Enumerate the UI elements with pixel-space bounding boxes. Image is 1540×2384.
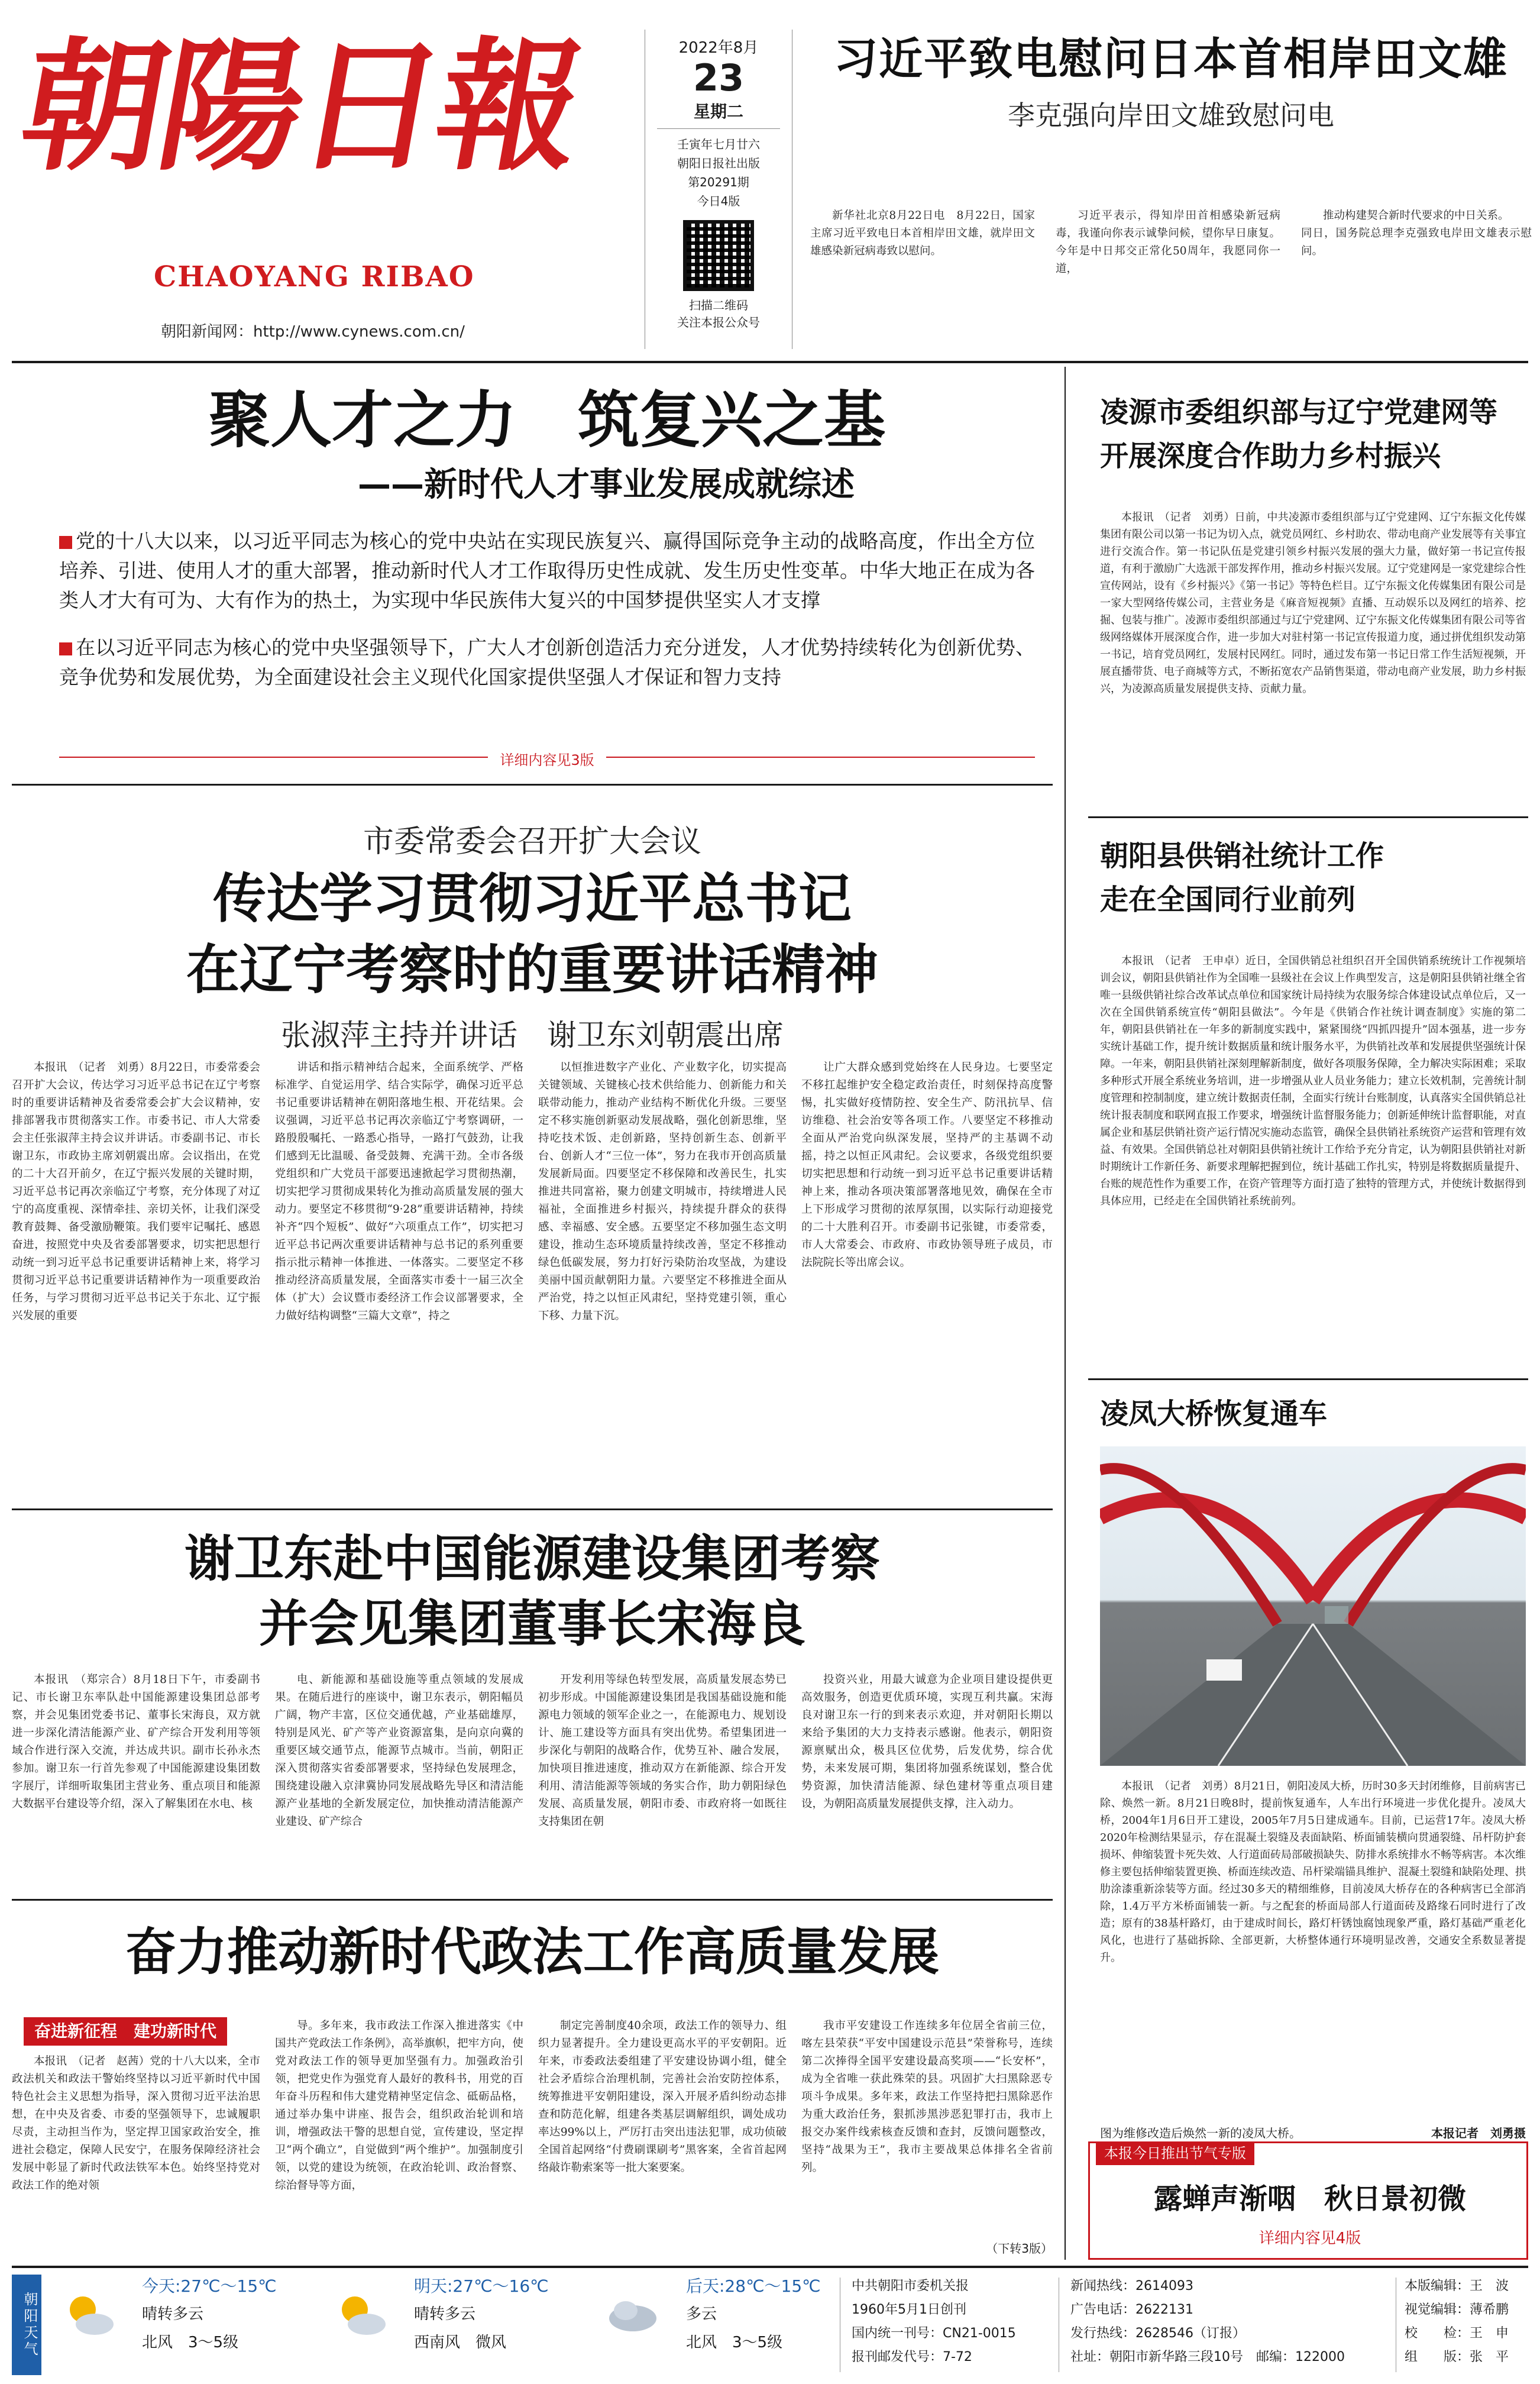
footer-org [852,2275,1053,2369]
sc-col-2: 讲话和指示精神结合起来，全面系统学、严格标准学、自觉运用学、结合实际学，确保习近平总书记重要讲话精神在朝阳落地生根、开花结果。会议强调，习近平总书记再次亲临辽宁考察调研，一路殷殷嘱托、一路悉心指导，一路打气鼓劲，让我们感到无比温暖、备受鼓舞、充满干劲。全市各级党组织和广大党员干部要迅速掀起学习贯彻热潮，切实把学习贯彻成果转化为推动高质量发展的强大动力。要坚定不移贯彻“9·28”重要讲话精神，持续补齐“四个短板”、做好“六项重点工作”，切实把习近平总书记两次重要讲话精神与总书记的系列重要指示批示精神一体推进、一体落实。二要坚定不移推动经济高质量发展，全面落实市委十一届三次全体（扩大）会议暨市委经济工作会议部署要求，全力做好结构调整“三篇大文章”，持之 [275,1061,523,1322]
qr-caption-1: 扫描二维码 [689,298,748,312]
top-story-col-2: 习近平表示，得知岸田首相感染新冠病毒，我谨向你表示诚挚问候，望你早日康复。今年是中日邦交正常化50周年，我愿同你一道， [1056,209,1280,275]
date-day: 23 [693,56,745,99]
zhengfa-col-4: 我市平安建设工作连续多年位居全省前三位，喀左县荣获“平安中国建设示范县”荣誉称号，连续第二次捧得全国平安建设最高奖项——“长安杯”，成为全省唯一获此殊荣的县。巩固扩大扫黑除恶专项斗争成果。多年来，政法工作坚持把扫黑除恶作为重大政治任务，狠抓涉黑涉恶犯罪打击，我市上报交办案件线索核查反馈和查封，反馈问题整改，坚持“战果为王”，我市主要战果总体排名全省前列。 [801,2020,1053,2174]
sun-cloud-icon [59,2286,118,2345]
weather-today-temp: 今天:27℃～15℃ [142,2276,277,2296]
zhengfa-story [12,1905,1053,2260]
date-weekday: 星期二 [693,102,743,121]
xie-col-1: 本报讯 （郑宗合）8月18日下午，市委副书记、市长谢卫东率队赴中国能源建设集团总部考察，并会见集团党委书记、董事长宋海良，双方就进一步深化清洁能源产业、矿产综合开发利用等领域合作进行深入交流，并达成共识。副市长孙永杰参加。谢卫东一行首先参观了中国能源建设集团数字展厅，详细听取集团主营业务、重点项目和能源大数据平台建设等介绍，深入了解集团在水电、核 [12,1674,260,1810]
date-publisher: 朝阳日报社出版 [677,156,760,170]
talent-lead-1-text: 党的十八大以来，以习近平同志为核心的党中央站在实现民族复兴、赢得国际竞争主动的战略高度，作出全方位培养、引进、使用人才的重大部署，推动新时代人才工作取得历史性成就、发生历史性变革。中华大地正在成为各类人才大有可为、大有作为的热土，为实现中华民族伟大复兴的中国梦提供坚实人才支撑 [59,529,1035,612]
date-year-month: 2022年8月 [678,39,759,57]
hotline-1: 新闻热线：2614093 [1070,2279,1193,2293]
section-rule-1 [12,784,1053,786]
weather-tomorrow-temp: 明天:27℃～16℃ [414,2276,549,2296]
top-story-col-3: 推动构建契合新时代要求的中日关系。 同日，国务院总理李克强致电岸田文雄表示慰问。 [1301,209,1532,257]
weather-after [603,2274,828,2369]
jieqi-headline[interactable]: 露蝉声渐咽 秋日景初微 [1153,2182,1466,2215]
lingyuan-story [1100,390,1526,828]
xie-col-2: 电、新能源和基础设施等重点领域的发展成果。在随后进行的座谈中，谢卫东表示，朝阳幅员广阔，物产丰富，区位交通优越，产业基础雄厚，特别是风光、矿产等产业资源富集，是向京向冀的重要区域交通节点，能源节点城市。当前，朝阳正深入贯彻落实省委部署要求，坚持绿色发展理念，围绕建设融入京津冀协同发展战略先导区和清洁能源产业基地的全新发展定位，加快推动清洁能源产业建设、矿产综合 [275,1674,523,1828]
talent-subhead: ——新时代人才事业发展成就综述 [358,466,855,504]
editor-2: 视觉编辑：薄希鹏 [1405,2302,1509,2317]
weather-today-wind: 北风 3～5级 [142,2334,239,2351]
lingyuan-headline-2[interactable]: 开展深度合作助力乡村振兴 [1100,440,1441,473]
lingyuan-headline-1[interactable]: 凌源市委组织部与辽宁党建网等 [1100,396,1498,429]
top-story-headline[interactable]: 习近平致电慰问日本首相岸田文雄 [834,34,1508,85]
standing-committee-story [12,793,1053,1503]
qr-caption-2: 关注本报公众号 [677,315,760,330]
jieqi-box[interactable] [1088,2141,1528,2260]
talent-lead-2-text: 在以习近平同志为核心的党中央坚强领导下，广大人才创新创造活力充分迸发，人才优势持续转化为创新优势、竞争优势和发展优势，为全面建设社会主义现代化国家提供坚强人才保证和智力支持 [59,636,1035,689]
zhengfa-col-1: 本报讯 （记者 赵茜）党的十八大以来，全市政法机关和政法干警始终坚持以习近平新时代中国特色社会主义思想为指导，深入贯彻习近平法治思想，在中央及省委、市委的坚强领导下，忠诚履职尽责，主动担当作为，坚定捍卫国家政治安全，推进社会稳定，保障人民安宁，在服务保障经济社会发展中彰显了新时代政法铁军本色。始终坚持党对政法工作的绝对领 [12,2055,260,2192]
org-line-3: 国内统一刊号：CN21-0015 [852,2326,1016,2341]
gongxiao-body: 本报讯 （记者 王申卓）近日，全国供销总社组织召开全国供销系统统计工作视频培训会议，朝阳县供销社作为全国唯一县级社在会议上作典型发言，这是朝阳县供销社继全省唯一县级供销社综合改革试点单位和国家统计局持续为农服务综合体建设试点单位后，又一次在全国供销系统宣传“朝阳县做法”。今年是《供销合作社统计调查制度》实施的第二年，朝阳县供销社在一年多的新制度实践中，紧紧围绕“四抓四提升”固本强基，进一步夯实统计基础工作，提升统计数据质量和统计服务水平，为供销社改革和发展提供坚强统计保障。一年来，朝阳县供销社深刻理解新制度，做好各项服务保障，全力解决实际困难；采取多种形式开展全系统业务培训，进一步增强从业人员业务能力；建立长效机制，完善统计制度管理和控制制度，建立统计数据责任制，全面实行统计台账制度，认真落实全国供销总社统计报表制度和联网直报工作要求，增强统计监督服务能力；创新延伸统计监督职能，对直属企业和基层供销社资产运行情况实施动态监管，确保全县供销社系统资产运营和管理有效益、有效果。全国供销总社对朝阳县供销社统计工作给予充分肯定，认为朝阳县供销社对新时期统计工作新任务、新要求理解把握到位，统计基础工作扎实，特别是将数据质量提升、台账的规范性作为重要工作，在资产管理等方面打造了独特的管理方式，并使统计数据得到具体应用，已经走在全国供销社系统前列。 [1100,955,1526,1207]
talent-lead-1 [59,526,1035,615]
weather-after-wind: 北风 3～5级 [686,2334,783,2351]
date-lunar: 壬寅年七月廿六 [677,137,760,151]
bridge-body: 本报讯 （记者 刘勇）8月21日，朝阳凌凤大桥，历时30多天封闭维修，目前病害已除、焕然一新。8月21日晚8时，提前恢复通车，人车出行环境进一步优化提升。凌凤大桥，2004年1月6日开工建设，2005年7月5日建成通车。目前，已运营17年。凌凤大桥2020年检测结果显示，存在混凝土裂缝及表面缺陷、桥面铺装横向贯通裂缝、吊杆防护套损坏、伸缩装置卡死失效、人行道面砖局部破损缺失、防排水系统排水不畅等病害。本次维修主要包括伸缩装置更换、桥面连续改造、吊杆梁端锚具维护、混凝土裂缝和缺陷处理、拱肋涂漆重新涂装等方面。经过30多天的精细维修，目前凌凤大桥存在的各种病害已全部消除，1.4万平方米桥面铺装一新。与之配套的桥面局部人行道面砖及路缘石同时进行了改造；原有的38基杆路灯，由于建成时间长，路灯杆锈蚀腐蚀现象严重，路灯基础严重老化风化，也进行了基础拆除、全部更新，大桥整体通行环境明显改善，交通安全系数显著提升。 [1100,1780,1526,1964]
footer-rule [12,2266,1528,2268]
bridge-story [1100,1387,1526,2144]
xie-headline-1[interactable]: 谢卫东赴中国能源建设集团考察 [184,1530,880,1588]
masthead [9,12,639,355]
sc-col-1: 本报讯 （记者 刘勇）8月22日，市委常委会召开扩大会议，传达学习习近平总书记在辽宁考察时的重要讲话精神及省委常委会扩大会议精神，安排部署我市贯彻落实工作。市委书记、市人大常委会主任张淑萍主持会议并讲话。市委副书记、市长谢卫东，市政协主席刘朝震出席。会议指出，在党的二十大召开前夕，在辽宁振兴发展的关键时期，习近平总书记再次亲临辽宁考察，充分体现了对辽宁的高度重视、深情牵挂、亲切关怀，让我们深受教育鼓舞、备受激励鞭策。我们要牢记嘱托、感恩奋进，按照党中央及省委部署要求，切实把思想行动统一到习近平总书记重要讲话精神上来，将学习贯彻习近平总书记重要讲话精神作为一项重要政治任务，与学习贯彻习近平总书记关于东北、辽宁振兴发展的重要 [12,1061,260,1322]
gongxiao-headline-2[interactable]: 走在全国同行业前列 [1100,883,1356,916]
bridge-photo-art [1100,1446,1526,1766]
zhengfa-col-2: 导。多年来，我市政法工作深入推进落实《中国共产党政法工作条例》，高举旗帜，把牢方向，使党对政法工作的领导更加坚强有力。加强政治引领，把党史作为强党育人最好的教科书，用党的百年奋斗历程和伟大建党精神坚定信念、砥砺品格，通过举办集中讲座、报告会，组织政治轮训和培训，增强政法干警的思想自觉，宣传建设，坚定捍卫“两个确立”，自觉做到“两个维护”。加强制度引领，以党的建设为统领，在政治轮训、政治督察、综治督导等方面， [275,2020,523,2192]
bridge-caption: 图为维修改造后焕然一新的凌凤大桥。 [1100,2126,1301,2140]
editor-3: 校 检：王 申 [1405,2326,1509,2341]
weather-today-desc: 晴转多云 [142,2305,204,2323]
cloud-icon [603,2286,662,2345]
sc-headline-2[interactable]: 在辽宁考察时的重要讲话精神 [186,939,878,1001]
qr-code[interactable] [683,220,754,291]
right-rule-2 [1088,1378,1528,1380]
talent-note-text[interactable]: 详细内容见3版 [488,752,606,768]
weather-after-desc: 多云 [686,2305,717,2323]
gongxiao-story [1100,834,1526,1367]
masthead-rule [12,361,1528,363]
sc-col-3: 以恒推进数字产业化、产业数字化，切实提高关键领域、关键核心技术供给能力、创新能力和关联带动能力，推动产业结构不断优化升级。三要坚定不移实施创新驱动发展战略，强化创新思维，坚持吃技术饭、走创新路，坚持创新生态、创新平台、创新人才“三位一体”，努力在我市开创高质量发展新局面。四要坚定不移保障和改善民生，扎实推进共同富裕，聚力创建文明城市，持续增进人民福祉，全面推进乡村振兴，持续提升群众的获得感、幸福感、安全感。五要坚定不移加强生态文明建设，推动生态环境质量持续改善，坚定不移推动绿色低碳发展，努力打好污染防治攻坚战，为建设美丽中国贡献朝阳力量。六要坚定不移推进全面从严治党，持之以恒正风肃纪，坚持党建引领，重心下移、力量下沉。 [538,1061,787,1322]
right-rule-1 [1088,816,1528,818]
editor-4: 组 版：张 平 [1405,2350,1509,2364]
top-story [810,30,1532,349]
weather-after-temp: 后天:28℃～15℃ [686,2276,821,2296]
weather-tomorrow [331,2274,580,2369]
weather-label [12,2275,41,2375]
sc-headline-1[interactable]: 传达学习贯彻习近平总书记 [213,868,852,930]
hotline-3: 发行热线：2628546（订报） [1070,2326,1245,2341]
weather-today [59,2274,308,2369]
date-issue: 第20291期 [688,175,749,189]
xie-col-3: 开发利用等绿色转型发展，高质量发展态势已初步形成。中国能源建设集团是我国基础设施和能源电力领域的领军企业之一，在能源电力、规划设计、施工建设等方面具有突出优势。希望集团进一步深化与朝阳的战略合作，优势互补、融合发展，加快项目推进速度，推动双方在新能源、综合开发利用、清洁能源等领域的务实合作，助力朝阳绿色发展、高质量发展，朝阳市委、市政府将一如既往支持集团在朝 [538,1674,787,1828]
xie-col-4: 投资兴业，用最大诚意为企业项目建设提供更高效服务，创造更优质环境，实现互利共赢。宋海良对谢卫东一行的到来表示欢迎，并对朝阳长期以来给予集团的大力支持表示感谢。他表示，朝阳资源禀赋出众，极具区位优势，后发优势，综合优势，未来发展可期，集团将加强系统谋划，整合优势资源，加快清洁能源、绿色建材等重点项目建设，为朝阳高质量发展提供支撑，注入动力。 [801,1674,1053,1810]
jieqi-tag: 本报今日推出节气专版 [1096,2141,1254,2165]
xie-headline-2[interactable]: 并会见集团董事长宋海良 [258,1595,805,1653]
weather-label-text: 朝阳天气 [21,2292,38,2358]
hotline-2: 广告电话：2622131 [1070,2302,1193,2317]
zhengfa-col-3: 制定完善制度40余项，政法工作的领导力、组织力显著提升。全力建设更高水平的平安朝阳。近年来，市委政法委组建了平安建设协调小组，健全社会矛盾综合治理机制，完善社会治安防控体系，统筹推进平安朝阳建设，深入开展矛盾纠纷动态排查和防范化解，组建各类基层调解组织，调处成功率达99%以上，严厉打击突出违法犯罪，成功侦破全国首起网络“付费刷课刷考”黑客案，全省首起网络敲诈勒索案等一批大案要案。 [538,2020,787,2174]
bridge-photo-credit: 本报记者 刘勇摄 [1431,2126,1526,2140]
lingyuan-body: 本报讯 （记者 刘勇）日前，中共凌源市委组织部与辽宁党建网、辽宁东振文化传媒集团有限公司以第一书记为切入点，就党员网红、乡村助农、带动电商产业发展等有关事宜进行交流合作。第一书记队伍是党建引领乡村振兴发展的强大力量，做好第一书记宣传报道，有利于激励广大选派干部发挥作用，推动乡村振兴发展。辽宁党建网是一家党建综合性宣传网站，设有《乡村振兴》《第一书记》等特色栏目。辽宁东振文化传媒集团有限公司是一家大型网络传媒公司，主营业务是《麻音短视频》直播、互动娱乐以及网红的培养、挖掘、包装与推广。凌源市委组织部通过与辽宁党建网、辽宁东振文化传媒集团有限公司等省级网络媒体开展深度合作，进一步加大对驻村第一书记宣传报道力度，通过拼优组织发动第一书记，培育党员网红，发展村民网红。同时，通过发布第一书记日常工作生活短视频，开展直播带货、电子商城等方式，不断拓宽农产品销售渠道，带动电商产业发展，助力乡村振兴，为凌源高质量发展提供支持、贡献力量。 [1100,511,1526,695]
section-rule-3 [12,1899,1053,1901]
org-line-4: 报刊邮发代号：7-72 [852,2350,972,2364]
footer-editors [1405,2275,1535,2369]
org-line-1: 中共朝阳市委机关报 [852,2279,969,2293]
red-square-icon [59,642,72,655]
masthead-website[interactable]: 朝阳新闻网：http://www.cynews.com.cn/ [161,323,465,341]
zhengfa-headline[interactable]: 奋力推动新时代政法工作高质量发展 [125,1923,939,1982]
masthead-pinyin: CHAOYANG RIBAO [154,260,475,293]
talent-lead-2 [59,633,1035,692]
jieqi-note[interactable]: 详细内容见4版 [1258,2230,1361,2247]
date-block [645,30,792,349]
talent-note[interactable] [59,748,1035,766]
footer-hotlines [1070,2275,1402,2369]
section-rule-2 [12,1508,1053,1510]
date-pages: 今日4版 [697,194,740,208]
org-line-2: 1960年5月1日创刊 [852,2302,966,2317]
zhengfa-tag: 奋进新征程 建功新时代 [24,2017,227,2046]
hotline-4: 社址：朝阳市新华路三段10号 邮编：122000 [1070,2350,1345,2364]
top-story-col-1: 新华社北京8月22日电 8月22日，国家主席习近平致电日本首相岸田文雄，就岸田文雄感染新冠病毒致以慰问。 [810,209,1035,257]
bridge-headline[interactable]: 凌凤大桥恢复通车 [1100,1397,1328,1430]
sc-col-4: 让广大群众感到党始终在人民身边。七要坚定不移扛起维护安全稳定政治责任，时刻保持高度警惕，扎实做好疫情防控、安全生产、防汛抗旱、信访维稳、社会治安等各项工作。八要坚定不移推动全面从严治党向纵深发展，坚持严的主基调不动摇，持之以恒正风肃纪。会议要求，各级党组织要切实把思想和行动统一到习近平总书记重要讲话精神上来，推动各项决策部署落地见效，确保在全市上下形成学习贯彻的浓厚氛围，以实际行动迎接党的二十大胜利召开。市委副书记张键，市委常委，市人大常委会、市政府、市政协领导班子成员，市法院院长等出席会议。 [801,1061,1053,1269]
zhengfa-continued[interactable]: （下转3版） [986,2241,1053,2256]
sc-subhead: 张淑萍主持并讲话 谢卫东刘朝震出席 [281,1018,784,1052]
sun-cloud-icon [331,2286,390,2345]
red-square-icon [59,536,72,549]
xie-story [12,1514,1053,1893]
bridge-photo[interactable] [1100,1446,1526,1766]
talent-headline[interactable]: 聚人才之力 筑复兴之基 [208,384,885,456]
talent-story [59,379,1035,793]
weather-tomorrow-desc: 晴转多云 [414,2305,476,2323]
gongxiao-headline-1[interactable]: 朝阳县供销社统计工作 [1100,839,1384,873]
weather-tomorrow-wind: 西南风 微风 [414,2334,507,2351]
sc-kicker: 市委常委会召开扩大会议 [363,824,701,860]
right-column-rule [1065,367,1066,2260]
editor-1: 本版编辑：王 波 [1405,2279,1509,2293]
masthead-title: 朝陽日報 [9,23,592,190]
top-story-subhead: 李克强向岸田文雄致慰问电 [1008,99,1334,131]
